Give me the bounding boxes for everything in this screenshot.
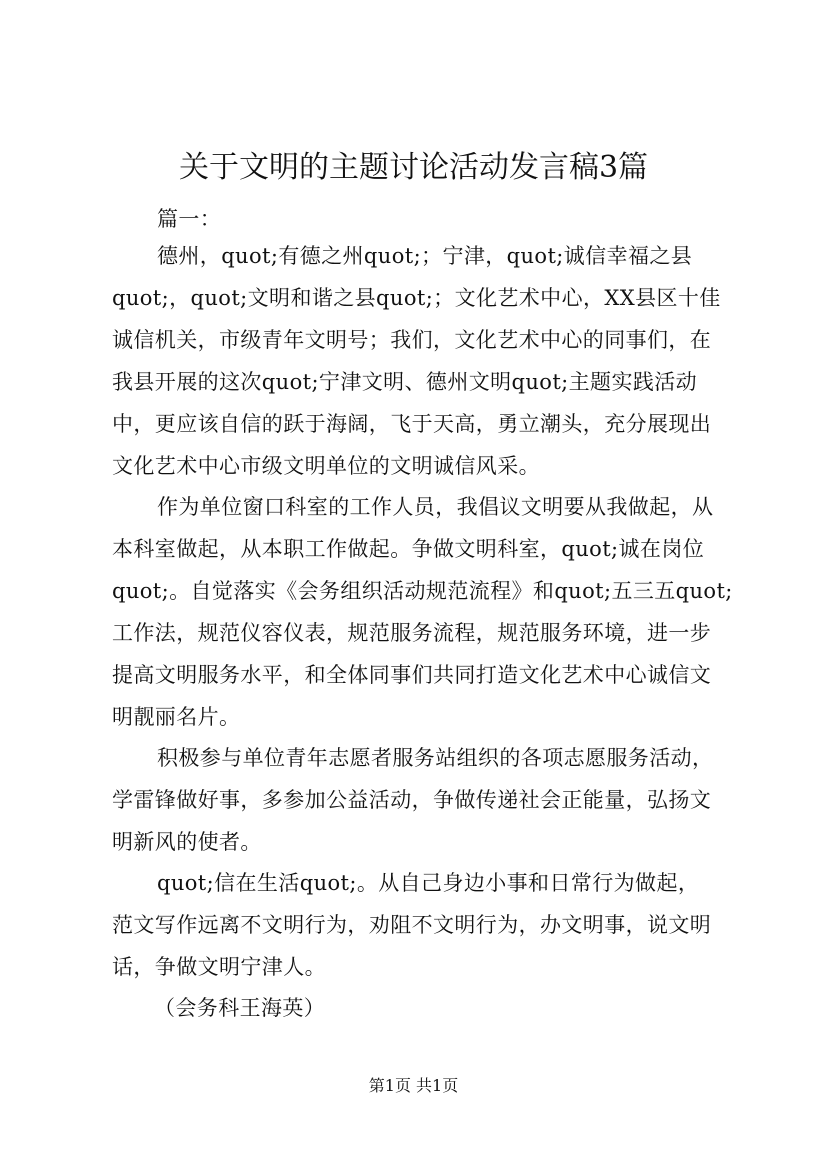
paragraph-line: 明新风的使者。 — [112, 830, 262, 854]
paragraph-line: 工作法，规范仪容仪表，规范服务流程，规范服务环境，进一步 — [112, 621, 712, 645]
paragraph-line: 范文写作远离不文明行为，劝阻不文明行为，办文明事，说文明 — [112, 913, 712, 937]
page-footer: 第1页 共1页 — [368, 1076, 459, 1095]
paragraph-line: 我县开展的这次quot;宁津文明、德州文明quot;主题实践活动 — [112, 370, 698, 394]
paragraph-line: quot;信在生活quot;。从自己身边小事和日常行为做起， — [157, 871, 700, 895]
paragraph-line: 中，更应该自信的跃于海阔，飞于天高，勇立潮头，充分展现出 — [112, 412, 712, 436]
paragraph-line: 积极参与单位青年志愿者服务站组织的各项志愿服务活动， — [157, 746, 714, 770]
paragraph-line: 本科室做起，从本职工作做起。争做文明科室，quot;诚在岗位 — [112, 537, 705, 561]
paragraph-line: 文化艺术中心市级文明单位的文明诚信风采。 — [112, 454, 540, 478]
paragraph-line: 提高文明服务水平，和全体同事们共同打造文化艺术中心诚信文 — [112, 663, 712, 687]
paragraph-line: 话，争做文明宁津人。 — [112, 955, 326, 979]
paragraph-line: 诚信机关，市级青年文明号；我们，文化艺术中心的同事们，在 — [112, 328, 712, 352]
paragraph-line: 德州，quot;有德之州quot;；宁津，quot;诚信幸福之县 — [157, 244, 693, 268]
paragraph-line: quot;，quot;文明和谐之县quot;；文化艺术中心，XX县区十佳 — [112, 286, 721, 310]
section-heading: 篇一： — [157, 207, 222, 231]
paragraph-line: quot;。自觉落实《会务组织活动规范流程》和quot;五三五quot; — [112, 579, 733, 603]
signature-line: （会务科王海英） — [154, 996, 326, 1020]
paragraph-line: 作为单位窗口科室的工作人员，我倡议文明要从我做起，从 — [157, 495, 714, 519]
paragraph-line: 明靓丽名片。 — [112, 705, 241, 729]
paragraph-line: 学雷锋做好事，多参加公益活动，争做传递社会正能量，弘扬文 — [112, 788, 712, 812]
page-title: 关于文明的主题讨论活动发言稿3篇 — [178, 150, 649, 185]
